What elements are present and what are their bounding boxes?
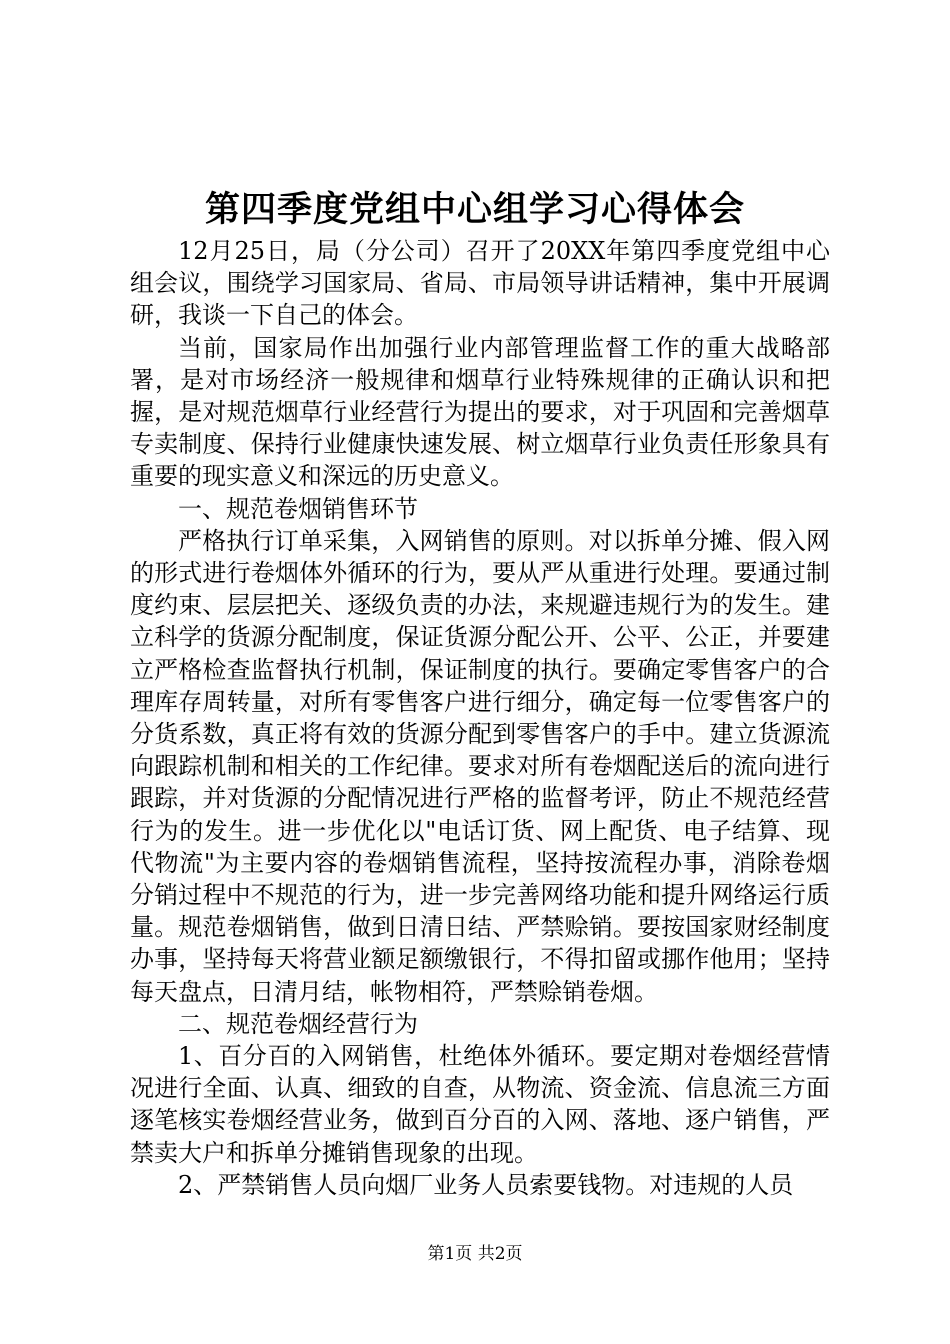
paragraph-item-1: 1、百分百的入网销售，杜绝体外循环。要定期对卷烟经营情况进行全面、认真、细致的自查，从物流、资金流、信息流三方面逐笔核实卷烟经营业务，做到百分百的入网、落地、逐户销售，严禁卖大户和拆单分摊销售现象的出现。 <box>130 1042 830 1167</box>
section-heading-1: 一、规范卷烟销售环节 <box>178 494 418 523</box>
paragraph-intro: 12月25日，局（分公司）召开了20XX年第四季度党组中心组会议，围绕学习国家局、省局、市局领导讲话精神，集中开展调研，我谈一下自己的体会。 <box>130 237 830 330</box>
section-heading-2: 二、规范卷烟经营行为 <box>178 1009 418 1038</box>
paragraph-background: 当前，国家局作出加强行业内部管理监督工作的重大战略部署，是对市场经济一般规律和烟草行业特殊规律的正确认识和把握，是对规范烟草行业经营行为提出的要求，对于巩固和完善烟草专卖制度、保持行业健康快速发展、树立烟草行业负责任形象具有重要的现实意义和深远的历史意义。 <box>130 333 830 491</box>
paragraph-item-2: 2、严禁销售人员向烟厂业务人员索要钱物。对违规的人员 <box>178 1170 794 1199</box>
paragraph-section-1: 严格执行订单采集，入网销售的原则。对以拆单分摊、假入网的形式进行卷烟体外循环的行为，要从严从重进行处理。要通过制度约束、层层把关、逐级负责的办法，来规避违规行为的发生。建立科学的货源分配制度，保证货源分配公开、公平、公正，并要建立严格检查监督执行机制，保证制度的执行。要确定零售客户的合理库存周转量，对所有零售客户进行细分，确定每一位零售客户的分货系数，真正将有效的货源分配到零售客户的手中。建立货源流向跟踪机制和相关的工作纪律。要求对所有卷烟配送后的流向进行跟踪，并对货源的分配情况进行严格的监督考评，防止不规范经营行为的发生。进一步优化以"电话订货、网上配货、电子结算、现代物流"为主要内容的卷烟销售流程，坚持按流程办事，消除卷烟分销过程中不规范的行为，进一步完善网络功能和提升网络运行质量。规范卷烟销售，做到日清日结、严禁赊销。要按国家财经制度办事，坚持每天将营业额足额缴银行，不得扣留或挪作他用；坚持每天盘点，日清月结，帐物相符，严禁赊销卷烟。 <box>130 526 830 1006</box>
document-title: 第四季度党组中心组学习心得体会 <box>204 189 745 230</box>
document-body <box>130 235 830 1201</box>
page-footer: 第1页 共2页 <box>427 1244 523 1264</box>
